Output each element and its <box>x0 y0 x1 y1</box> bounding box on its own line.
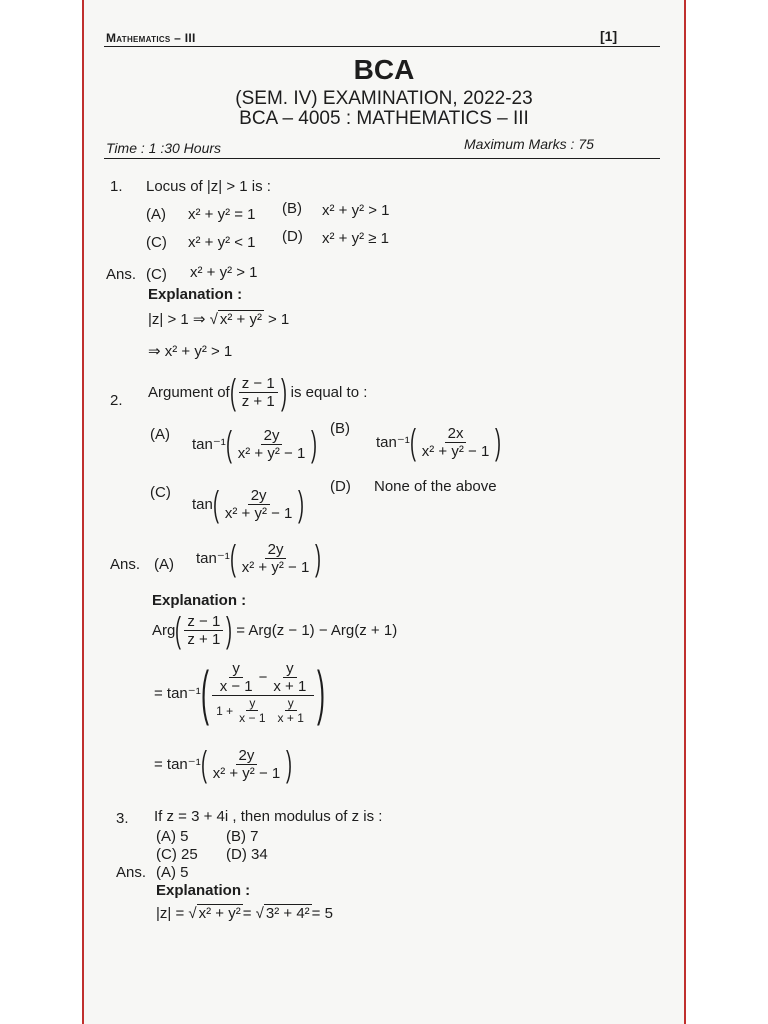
q1-exp1-left: |z| > 1 ⇒ √ <box>148 311 218 328</box>
q3-option-c: (C) 25 <box>156 846 198 863</box>
q2-e3-num: 2y <box>236 747 258 765</box>
q2-c-den: x² + y² − 1 <box>224 504 293 522</box>
running-title: Mathematics – III <box>106 31 196 45</box>
q2-text-post: is equal to : <box>290 383 368 401</box>
q2-e2-b-num: y <box>283 660 297 678</box>
q2-e2-a-den: x − 1 <box>219 678 253 695</box>
q2-option-a-expr: tan⁻¹ ( $\frac{2y}{\text{x² + y² − 1}}$ ) <box>192 423 318 464</box>
q2-option-c-expr: tan ( $\frac{2y}{\text{x² + y² − 1}}$ ) <box>192 483 305 524</box>
q1-option-b-text: x² + y² > 1 <box>322 202 390 219</box>
header-rule <box>104 46 660 47</box>
q3-option-d: (D) 34 <box>226 846 268 863</box>
q2-exp-line1: Arg ( $\frac{z - 1}{z + 1}$ ) = Arg(z − 1) − Arg(z + 1) <box>152 609 398 650</box>
q1-option-c-text: x² + y² < 1 <box>188 234 256 251</box>
q3-answer: (A) 5 <box>156 864 189 881</box>
q1-explanation-line2: ⇒ x² + y² > 1 <box>148 343 233 360</box>
q3-option-b: (B) 7 <box>226 828 259 845</box>
q2-text-pre: Argument of <box>148 383 230 401</box>
q2-option-d-label: (D) <box>330 478 351 495</box>
q2-e2-d-num: y <box>285 696 297 711</box>
q2-text: Argument of ( $\frac{z - 1}{z + 1}$ ) is equal to : <box>148 371 368 412</box>
q2-ans-label: Ans. <box>110 556 141 573</box>
q2-e3-den: x² + y² − 1 <box>212 764 281 782</box>
q2-e2-a-num: y <box>229 660 243 678</box>
q2-e2-c-den: x − 1 <box>239 711 266 725</box>
q2-b-den: x² + y² − 1 <box>421 442 490 460</box>
q2-exp-line2: = tan⁻¹ ( $\frac{y}{x - 1}$ − $\frac{y}{x + 1}$ 1 + $\frac{y}{x - 1}$ $\frac{y}{x + 1}$ ) <box>154 658 326 726</box>
q1-exp1-radicand: x² + y² <box>219 311 262 328</box>
q2-e2-minus: − <box>258 669 268 686</box>
q1-answer-option: (C) <box>146 266 167 283</box>
q2-ans-num: 2y <box>265 541 287 559</box>
q2-e1-den: z + 1 <box>187 630 221 648</box>
q2-ans-den: x² + y² − 1 <box>241 558 310 576</box>
q2-option-a-label: (A) <box>150 426 170 443</box>
max-marks: Maximum Marks : 75 <box>464 136 594 152</box>
q3-explanation-heading: Explanation : <box>156 882 251 899</box>
q2-a-den: x² + y² − 1 <box>237 444 306 462</box>
exam-line: (SEM. IV) EXAMINATION, 2022-23 <box>235 88 533 109</box>
q2-a-fn: tan⁻¹ <box>192 436 226 453</box>
page-title: BCA <box>353 54 415 85</box>
q3-exp-rad2: 3² + 4² <box>265 905 310 922</box>
q2-answer-option: (A) <box>154 556 174 573</box>
q2-ans-fn: tan⁻¹ <box>196 550 230 567</box>
time-rule <box>104 158 660 159</box>
q1-option-d-label: (D) <box>282 228 303 245</box>
q2-exp-line3: = tan⁻¹ ( $\frac{2y}{\text{x² + y² − 1}}$ ) <box>154 743 293 784</box>
q2-e2-pre: = tan⁻¹ <box>154 684 201 702</box>
q2-a-num: 2y <box>261 427 283 445</box>
q2-option-b-expr: tan⁻¹ ( $\frac{2x}{\text{x² + y² − 1}}$ ) <box>376 421 502 462</box>
q2-option-b-label: (B) <box>330 420 350 437</box>
q2-e2-d-den: x + 1 <box>277 711 304 725</box>
q2-frac-den: z + 1 <box>241 392 275 410</box>
q1-option-a-label: (A) <box>146 206 166 223</box>
q3-exp-rad1: x² + y² <box>198 905 241 922</box>
q3-text: If z = 3 + 4i , then modulus of z is : <box>154 808 383 825</box>
q1-explanation-line1 <box>148 310 289 328</box>
time-label: Time : 1 :30 Hours <box>106 140 222 156</box>
q1-number: 1. <box>110 178 123 195</box>
q3-option-a: (A) 5 <box>156 828 189 845</box>
q2-b-fn: tan⁻¹ <box>376 434 410 451</box>
q2-fraction <box>239 375 278 410</box>
exam-page <box>82 0 686 1024</box>
q2-frac-num: z − 1 <box>239 375 278 393</box>
q2-e3-pre: = tan⁻¹ <box>154 756 201 773</box>
q2-e1-pre: Arg <box>152 621 176 639</box>
q1-option-d-text: x² + y² ≥ 1 <box>322 230 389 247</box>
q1-option-b-label: (B) <box>282 200 302 217</box>
q1-text: Locus of |z| > 1 is : <box>146 178 271 195</box>
q1-ans-label: Ans. <box>106 266 137 283</box>
q1-exp1-right: > 1 <box>267 310 290 328</box>
q2-option-c-label: (C) <box>150 484 171 501</box>
q2-explanation-heading: Explanation : <box>152 592 247 609</box>
q1-option-c-label: (C) <box>146 234 167 251</box>
q2-c-num: 2y <box>248 487 270 505</box>
q3-explanation-line <box>156 904 333 922</box>
q1-option-a-text: x² + y² = 1 <box>188 206 256 223</box>
q2-e2-one: 1 + <box>216 703 234 718</box>
q1-explanation-heading: Explanation : <box>148 286 243 303</box>
q2-e1-num: z − 1 <box>184 613 223 631</box>
q3-number: 3. <box>116 810 129 827</box>
page-number: [1] <box>600 28 618 44</box>
course-line: BCA – 4005 : MATHEMATICS – III <box>239 108 529 129</box>
q2-option-d-text: None of the above <box>374 478 497 495</box>
q2-answer-expr: tan⁻¹ ( $\frac{2y}{\text{x² + y² − 1}}$ ) <box>196 537 322 578</box>
q3-exp-post: = 5 <box>311 904 333 922</box>
q3-ans-label: Ans. <box>116 864 147 881</box>
q3-exp-pre: |z| = √ <box>156 904 197 922</box>
q2-b-num: 2x <box>445 425 467 443</box>
q2-e2-bigfrac <box>212 660 315 725</box>
q1-answer-text: x² + y² > 1 <box>190 264 258 281</box>
q3-exp-mid: = √ <box>242 904 264 922</box>
q2-c-fn: tan <box>192 495 213 513</box>
q2-e2-c-num: y <box>246 696 258 711</box>
q2-e2-b-den: x + 1 <box>273 678 307 695</box>
q2-number: 2. <box>110 392 123 409</box>
q2-e1-post: = Arg(z − 1) − Arg(z + 1) <box>236 621 398 639</box>
